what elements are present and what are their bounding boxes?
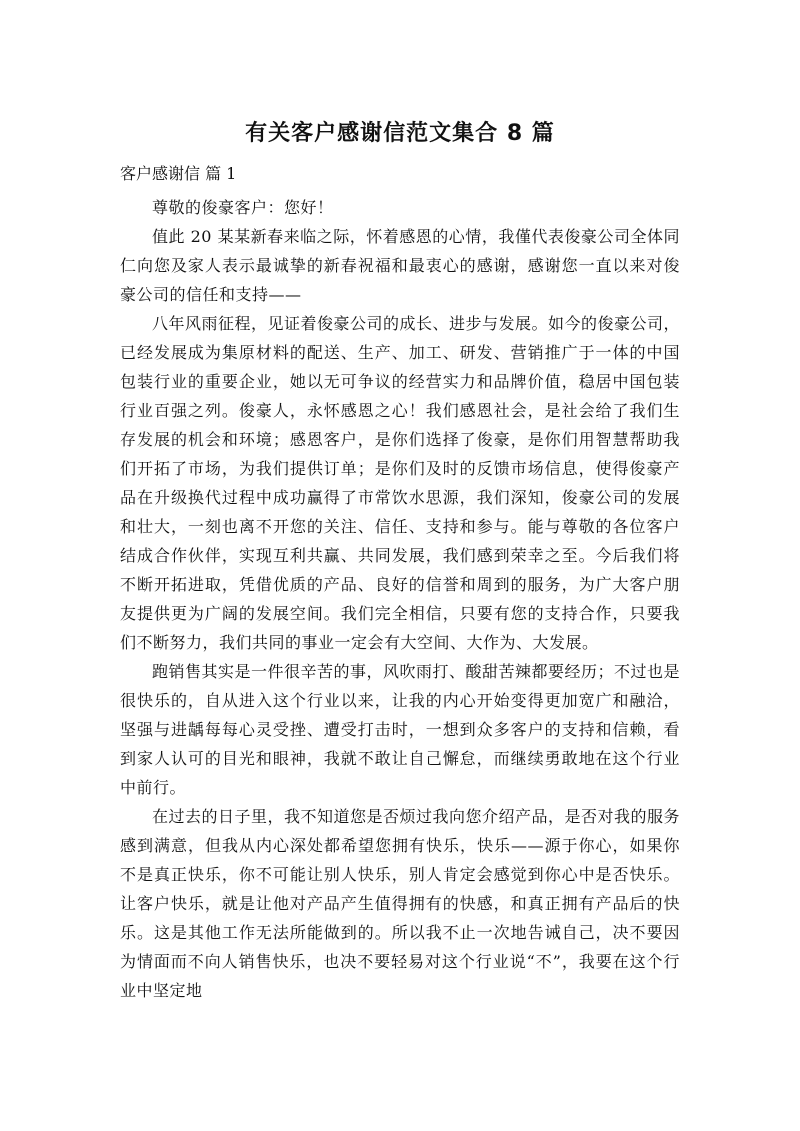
paragraph: 值此 20 某某新春来临之际，怀着感恩的心情，我僅代表俊豪公司全体同仁向您及家人表示最诚挚的新春祝福和最衷心的感谢，感谢您一直以来对俊豪公司的信任和支持—— <box>120 227 680 304</box>
document-title: 有关客户感谢信范文集合 8 篇 <box>245 121 555 146</box>
letter-body <box>120 193 680 1005</box>
paragraph: 跑销售其实是一件很辛苦的事，风吹雨打、酸甜苦辣都要经历；不过也是很快乐的，自从进入这个行业以来，让我的内心开始变得更加宽广和融洽，坚强与进龋每每心灵受挫、遭受打击时，一想到众多客户的支持和信赖，看到家人认可的目光和眼神，我就不敢让自己懈怠，而继续勇敢地在这个行业中前行。 <box>120 662 681 797</box>
paragraph: 在过去的日子里，我不知道您是否烦过我向您介绍产品，是否对我的服务感到满意，但我从内心深处都希望您拥有快乐，快乐——源于你心，如果你不是真正快乐，你不可能让别人快乐，别人肯定会感觉到你心中是否快乐。让客户快乐，就是让他对产品产生值得拥有的快感，和真正拥有产品后的快乐。这是其他工作无法所能做到的。所以我不止一次地告诫自己，决不要因为情面而不向人销售快乐，也决不要轻易对这个行业说“不”，我要在这个行业中坚定地 <box>120 807 681 1000</box>
paragraph: 八年风雨征程，见证着俊豪公司的成长、进步与发展。如今的俊豪公司，已经发展成为集原材料的配送、生产、加工、研发、营销推广于一体的中国包装行业的重要企业，她以无可争议的经营实力和品牌价值，稳居中国包装行业百强之列。俊豪人，永怀感恩之心！我们感恩社会，是社会给了我们生存发展的机会和环境；感恩客户，是你们选择了俊豪，是你们用智慧帮助我们开拓了市场，为我们提供订单；是你们及时的反馈市场信息，使得俊豪产品在升级换代过程中成功赢得了市常饮水思源，我们深知，俊豪公司的发展和壮大，一刻也离不开您的关注、信任、支持和参与。能与尊敬的各位客户结成合作伙伴，实现互利共赢、共同发展，我们感到荣幸之至。今后我们将不断开拓进取，凭借优质的产品、良好的信誉和周到的服务，为广大客户朋友提供更为广阔的发展空间。我们完全相信，只要有您的支持合作，只要我们不断努力，我们共同的事业一定会有大空间、大作为、大发展。 <box>120 314 681 652</box>
paragraph-greeting: 尊敬的俊豪客户：您好！ <box>152 198 334 217</box>
section-heading: 客户感谢信 篇 1 <box>120 164 237 183</box>
